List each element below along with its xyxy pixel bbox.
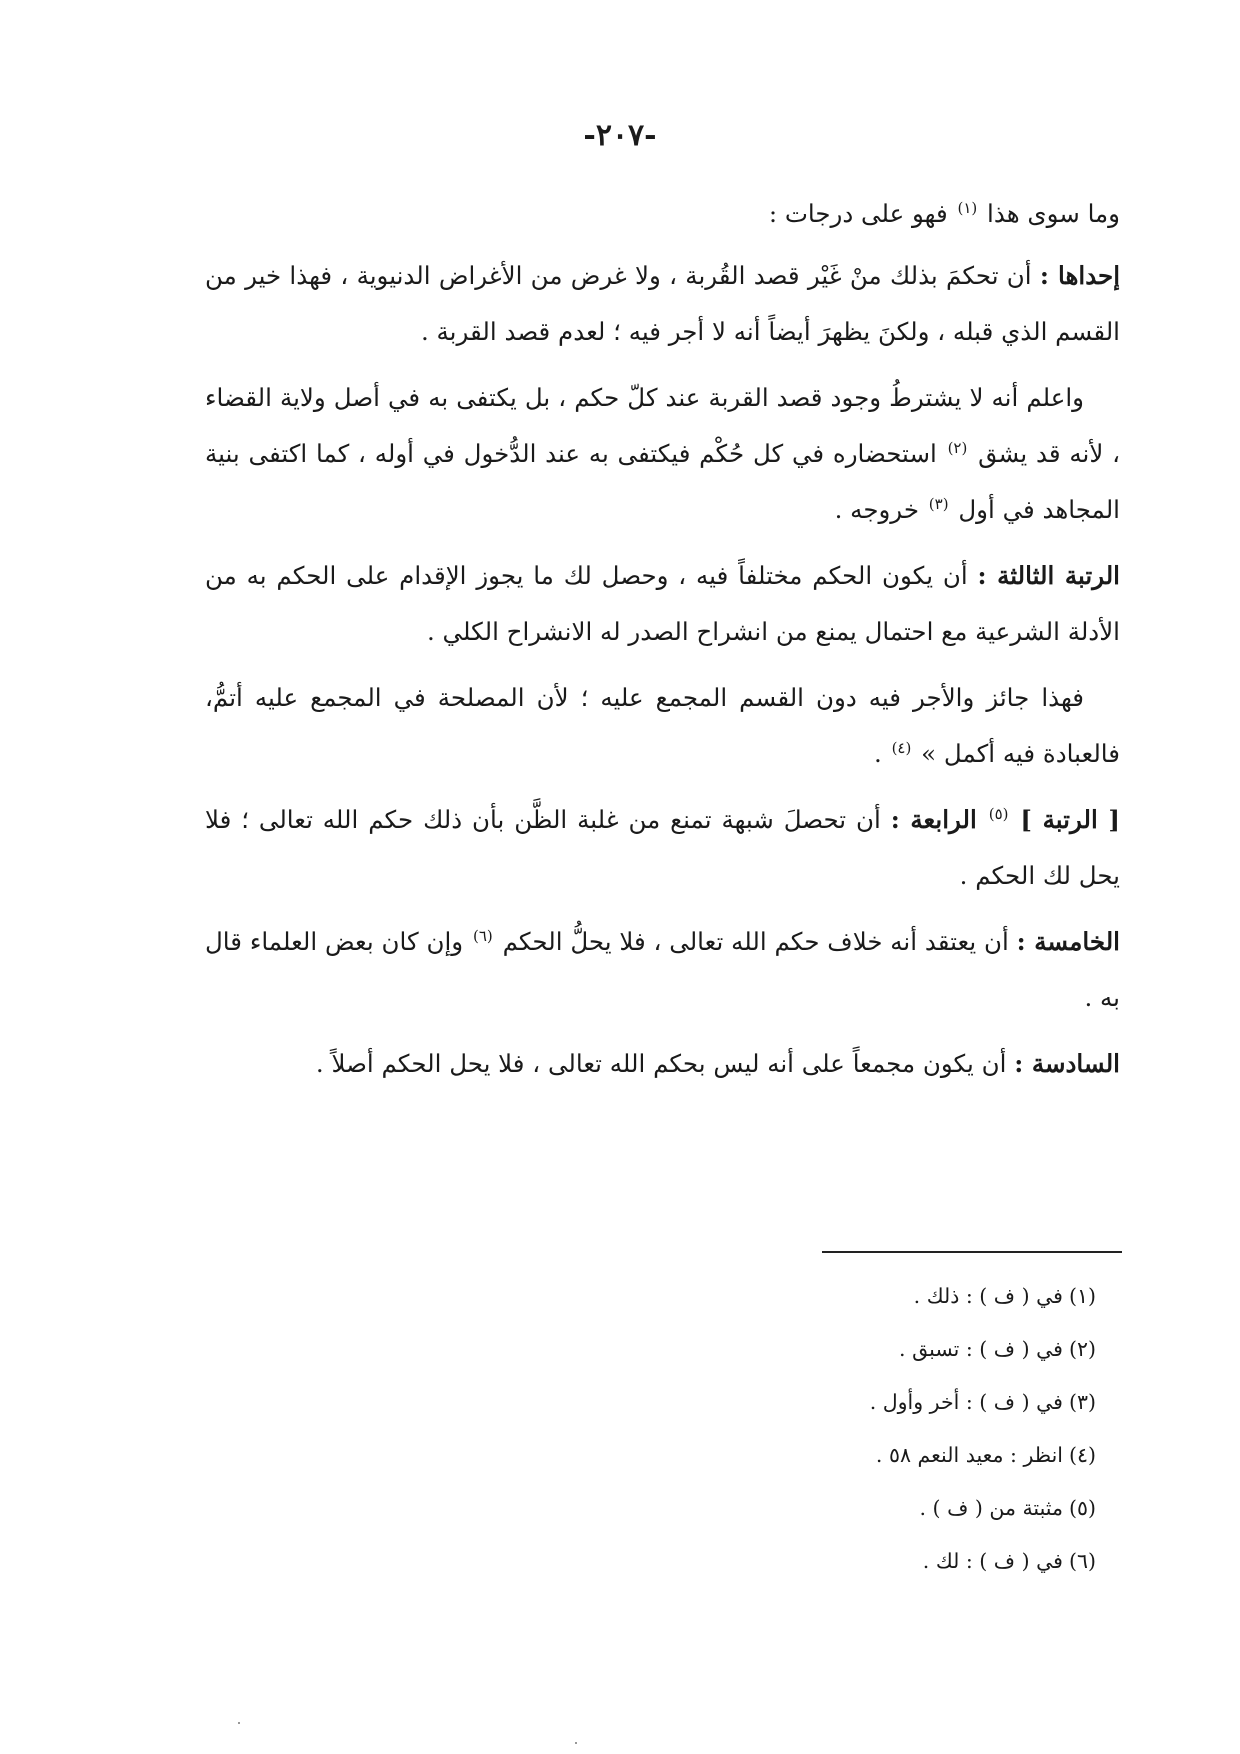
paragraph-degree-one bbox=[205, 248, 1120, 360]
footnote-ref: (٣) bbox=[928, 494, 949, 513]
footnote-ref: (٥) bbox=[988, 804, 1009, 823]
footnote-number: (٤) bbox=[1068, 1443, 1096, 1467]
paragraph-text: أن يعتقد أنه خلاف حكم الله تعالى ، فلا يحلُّ الحكم bbox=[502, 927, 1009, 956]
degree-heading: [ الرتبة ] bbox=[1020, 805, 1120, 834]
footnote-item bbox=[536, 1535, 1096, 1588]
paragraph-degree-six bbox=[205, 1036, 1120, 1092]
page-number: -٢٠٧- bbox=[583, 118, 657, 153]
footnotes bbox=[536, 1270, 1096, 1588]
paragraph-text: وما سوى هذا bbox=[987, 199, 1120, 228]
scan-speck bbox=[238, 1722, 240, 1724]
paragraph-text: أن يكون مجمعاً على أنه ليس بحكم الله تعالى ، فلا يحل الحكم أصلاً . bbox=[315, 1049, 1007, 1078]
body-text bbox=[205, 186, 1120, 1102]
paragraph-degree-four bbox=[205, 792, 1120, 904]
footnote-text: في ( ف ) : لك . bbox=[922, 1549, 1063, 1573]
degree-heading: الرتبة الثالثة : bbox=[977, 561, 1120, 590]
footnote-ref: (٦) bbox=[472, 926, 493, 945]
footnote-ref: (٢) bbox=[947, 438, 968, 457]
footnote-number: (١) bbox=[1068, 1284, 1096, 1308]
footnote-ref: (٤) bbox=[891, 738, 912, 757]
footnote-divider bbox=[822, 1251, 1122, 1253]
paragraph-text: فهذا جائز والأجر فيه دون القسم المجمع عليه ؛ لأن المصلحة في المجمع عليه أتمُّ، فالعبادة فيه أكمل » bbox=[205, 683, 1120, 768]
footnote-number: (٦) bbox=[1068, 1549, 1096, 1573]
degree-heading: إحداها : bbox=[1039, 261, 1121, 290]
footnote-text: في ( ف ) : ذلك . bbox=[913, 1284, 1063, 1308]
paragraph-intro bbox=[205, 186, 1120, 242]
paragraph-text: أن يكون الحكم مختلفاً فيه ، وحصل لك ما يجوز الإقدام على الحكم به من الأدلة الشرعية مع احتمال يمنع من انشراح الصدر له الانشراح الكلي . bbox=[205, 561, 1120, 646]
footnote-number: (٢) bbox=[1068, 1337, 1096, 1361]
paragraph-degree-three bbox=[205, 548, 1120, 660]
footnote-item bbox=[536, 1376, 1096, 1429]
footnote-ref: (١) bbox=[957, 198, 978, 217]
footnote-text: مثبتة من ( ف ) . bbox=[919, 1496, 1063, 1520]
paragraph-text: أن تحصلَ شبهة تمنع من غلبة الظَّن بأن ذلك حكم الله تعالى ؛ فلا يحل لك الحكم . bbox=[205, 805, 1120, 890]
paragraph-text: واعلم أنه لا يشترطُ وجود قصد القربة عند كلّ حكم ، بل يكتفى به في أصل ولاية القضاء ، لأنه قد يشق bbox=[205, 383, 1120, 468]
paragraph-ruling bbox=[205, 670, 1120, 782]
paragraph-text: فهو على درجات : bbox=[768, 199, 948, 228]
paragraph-text: وإن كان بعض العلماء قال به . bbox=[205, 927, 1120, 1012]
footnote-item bbox=[536, 1270, 1096, 1323]
degree-heading: الخامسة : bbox=[1016, 927, 1120, 956]
footnote-item bbox=[536, 1482, 1096, 1535]
footnote-text: في ( ف ) : تسبق . bbox=[899, 1337, 1063, 1361]
paragraph-text: خروجه . bbox=[834, 495, 919, 524]
degree-heading: الرابعة : bbox=[890, 805, 977, 834]
paragraph-text: . bbox=[873, 739, 882, 768]
footnote-number: (٥) bbox=[1068, 1496, 1096, 1520]
footnote-text: في ( ف ) : أخر وأول . bbox=[869, 1390, 1063, 1414]
footnote-text: انظر : معيد النعم ٥٨ . bbox=[875, 1443, 1063, 1467]
scan-speck bbox=[575, 1742, 577, 1744]
paragraph-text: أن تحكمَ بذلك منْ غَيْر قصد القُربة ، ولا غرض من الأغراض الدنيوية ، فهذا خير من القسم الذي قبله ، ولكنَ يظهرَ أيضاً أنه لا أجر فيه ؛ لعدم قصد القربة . bbox=[205, 261, 1120, 346]
footnote-item bbox=[536, 1323, 1096, 1376]
paragraph-text: استحضاره في كل حُكْم فيكتفى به عند الدُّخول في أوله ، كما اكتفى بنية المجاهد في أول bbox=[205, 439, 1120, 524]
footnote-item bbox=[536, 1429, 1096, 1482]
paragraph-note bbox=[205, 370, 1120, 538]
degree-heading: السادسة : bbox=[1014, 1049, 1120, 1078]
paragraph-degree-five bbox=[205, 914, 1120, 1026]
footnote-number: (٣) bbox=[1068, 1390, 1096, 1414]
